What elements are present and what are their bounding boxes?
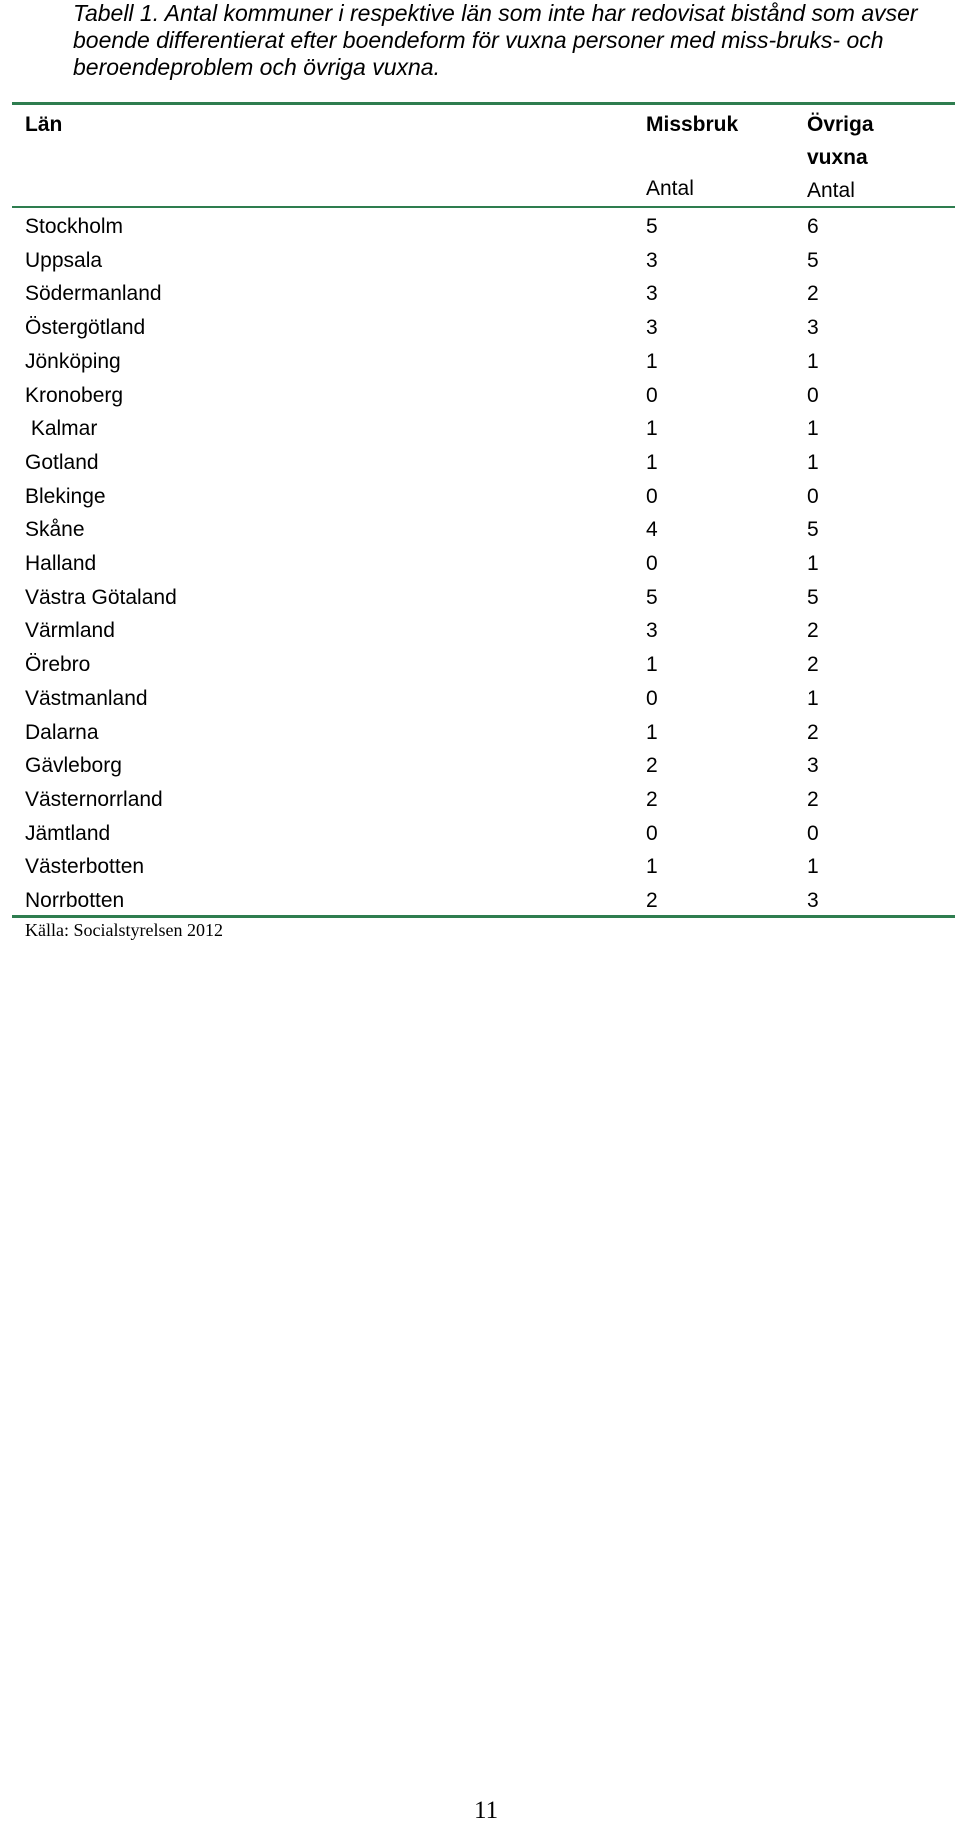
table-source: Källa: Socialstyrelsen 2012 (25, 920, 223, 940)
row-missbruk: 1 (646, 855, 658, 879)
row-missbruk: 5 (646, 585, 658, 609)
table-row (0, 480, 960, 514)
row-lan: Kalmar (25, 417, 98, 441)
row-ovriga: 2 (807, 282, 819, 306)
table-row (0, 244, 960, 278)
table-row (0, 277, 960, 311)
row-missbruk: 1 (646, 450, 658, 474)
row-lan: Värmland (25, 619, 115, 643)
table-row (0, 783, 960, 817)
row-lan: Skåne (25, 518, 85, 542)
table-caption: Tabell 1. Antal kommuner i respektive län som inte har redovisat bistånd som avser boende differentierat efter boendeform för vuxna personer med miss-bruks- och beroendeproblem och övriga vuxna. (73, 0, 918, 80)
row-lan: Östergötland (25, 316, 146, 340)
row-ovriga: 3 (807, 316, 819, 340)
row-missbruk: 0 (646, 821, 658, 845)
row-missbruk: 2 (646, 889, 658, 912)
row-missbruk: 2 (646, 787, 658, 811)
row-lan: Jämtland (25, 821, 111, 845)
row-missbruk: 4 (646, 518, 658, 542)
row-lan: Södermanland (25, 282, 162, 306)
row-lan: Kronoberg (25, 383, 124, 407)
row-missbruk: 1 (646, 349, 658, 373)
table-row (0, 817, 960, 851)
row-missbruk: 3 (646, 248, 658, 272)
row-missbruk: 0 (646, 686, 658, 710)
row-ovriga: 1 (807, 450, 819, 474)
row-ovriga: 1 (807, 855, 819, 879)
row-ovriga: 5 (807, 585, 819, 609)
table-row (0, 749, 960, 783)
row-ovriga: 2 (807, 653, 819, 677)
table-row (0, 345, 960, 379)
row-missbruk: 0 (646, 552, 658, 575)
row-lan: Dalarna (25, 720, 99, 744)
row-lan: Gotland (25, 450, 99, 474)
table-top-rule (12, 102, 955, 105)
row-ovriga: 1 (807, 686, 819, 710)
row-ovriga: 1 (807, 552, 819, 575)
table-bottom-rule (12, 915, 955, 918)
table-row (0, 311, 960, 345)
row-ovriga: 0 (807, 383, 819, 407)
row-lan: Västra Götaland (25, 585, 177, 609)
table-row (0, 884, 960, 918)
table-row (0, 210, 960, 244)
row-lan: Blekinge (25, 484, 106, 508)
row-missbruk: 0 (646, 383, 658, 407)
header-missbruk-unit: Antal (646, 177, 694, 200)
row-ovriga: 6 (807, 215, 819, 238)
table-row (0, 614, 960, 648)
table-row (0, 581, 960, 615)
page-number: 11 (474, 1797, 499, 1824)
row-ovriga: 2 (807, 787, 819, 811)
row-ovriga: 5 (807, 248, 819, 272)
row-missbruk: 2 (646, 754, 658, 778)
row-lan: Norrbotten (25, 889, 125, 912)
row-lan: Västmanland (25, 686, 148, 710)
header-ovriga-unit: Antal (807, 179, 855, 202)
row-missbruk: 3 (646, 282, 658, 306)
row-missbruk: 0 (646, 484, 658, 508)
row-missbruk: 5 (646, 215, 658, 238)
header-ovriga-line1: Övriga (807, 113, 874, 136)
row-lan: Uppsala (25, 248, 103, 272)
row-lan: Jönköping (25, 349, 121, 373)
table-row (0, 648, 960, 682)
row-missbruk: 1 (646, 653, 658, 677)
row-ovriga: 2 (807, 619, 819, 643)
table-header-rule (12, 206, 955, 208)
table-row (0, 513, 960, 547)
row-missbruk: 3 (646, 316, 658, 340)
row-missbruk: 1 (646, 417, 658, 441)
table-row (0, 446, 960, 480)
table-row (0, 850, 960, 884)
table-row (0, 379, 960, 413)
row-missbruk: 1 (646, 720, 658, 744)
row-lan: Stockholm (25, 215, 124, 238)
row-ovriga: 5 (807, 518, 819, 542)
row-ovriga: 1 (807, 349, 819, 373)
header-ovriga-line2: vuxna (807, 146, 868, 169)
table-row (0, 716, 960, 750)
row-ovriga: 0 (807, 484, 819, 508)
row-lan: Gävleborg (25, 754, 122, 778)
table-row (0, 412, 960, 446)
row-lan: Västernorrland (25, 787, 163, 811)
table-row (0, 682, 960, 716)
row-ovriga: 3 (807, 889, 819, 912)
row-lan: Västerbotten (25, 855, 145, 879)
row-lan: Halland (25, 552, 97, 575)
row-ovriga: 3 (807, 754, 819, 778)
header-missbruk: Missbruk (646, 113, 739, 136)
row-ovriga: 2 (807, 720, 819, 744)
row-missbruk: 3 (646, 619, 658, 643)
header-lan: Län (25, 113, 63, 136)
row-ovriga: 0 (807, 821, 819, 845)
row-lan: Örebro (25, 653, 91, 677)
row-ovriga: 1 (807, 417, 819, 441)
table-row (0, 547, 960, 581)
